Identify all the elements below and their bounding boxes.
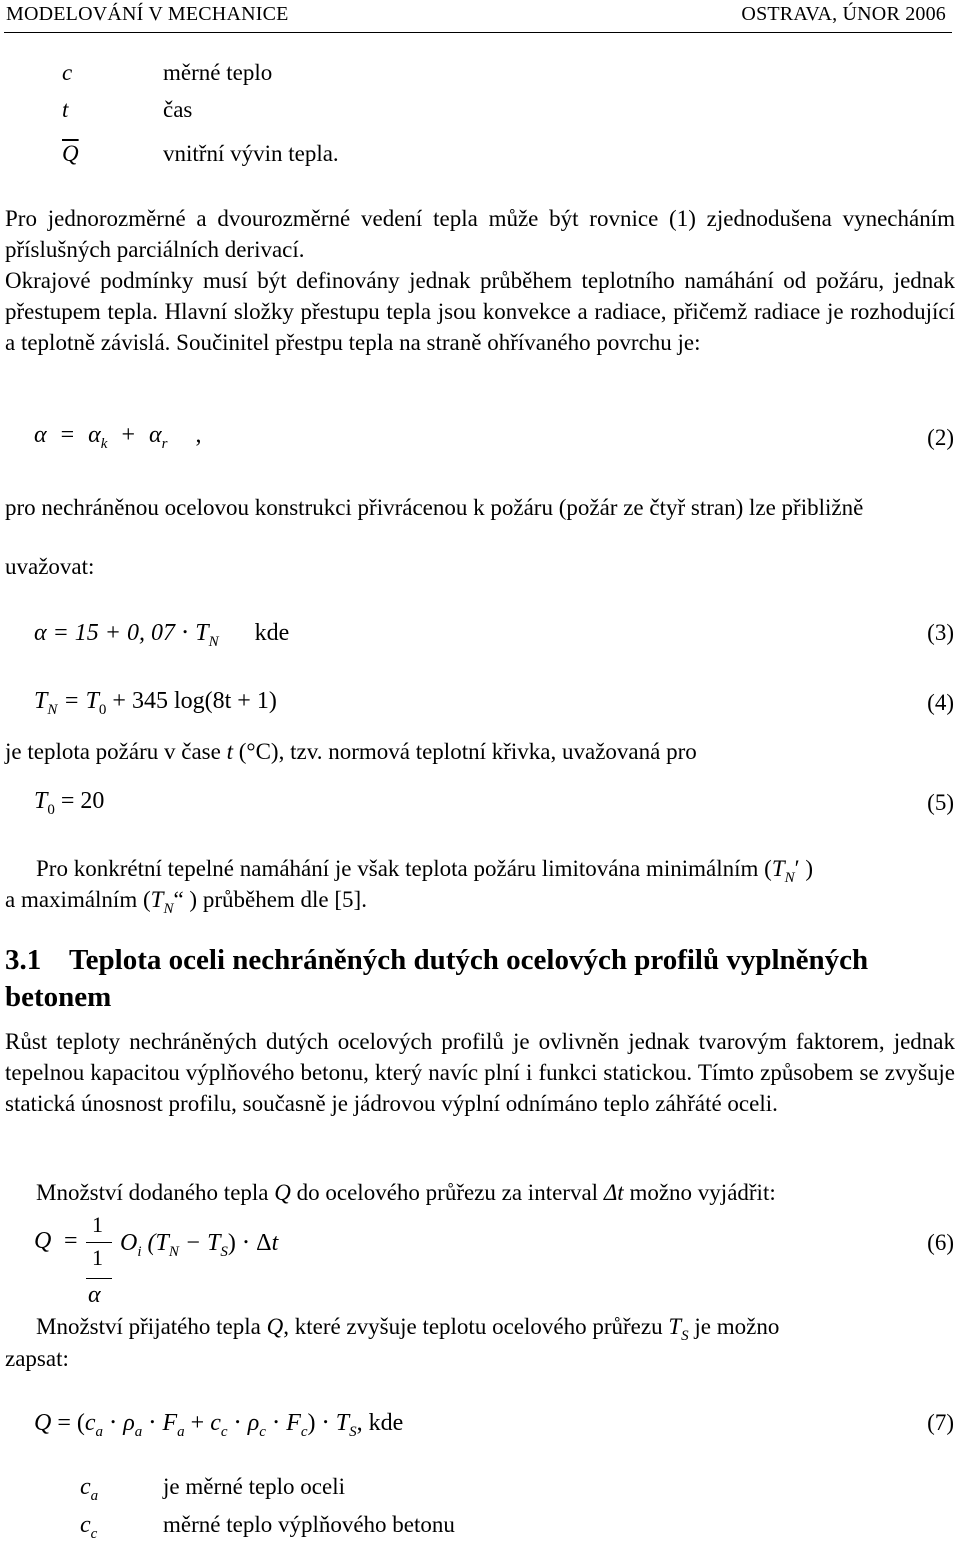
running-header-left: MODELOVÁNÍ V MECHANICE [6, 3, 289, 25]
paragraph-6: Růst teploty nechráněných dutých ocelových profilů je ovlivněn jednak tvarovým faktorem, jednak tepelnou kapacitou výplňového betonu, který navíc plní i funkci statickou. Tímto způsobem se zvyšuje statická únosnost profilu, současně je jádrovou výplní odnímáno teplo záhřáté oceli. [5, 1029, 955, 1116]
equation-7: $Q = (c_a \cdot \rho_a \cdot F_a + c_c \cdot \rho_c \cdot F_c) \cdot T_S$, kde [34, 1410, 404, 1440]
paragraph-3-end: uvažovat: [5, 554, 95, 579]
equation-3-number: (3) [927, 620, 954, 645]
paragraph-8-line-2: zapsat: [5, 1346, 69, 1371]
paragraph-5-line-1: Pro konkrétní tepelné namáhání je však teplota požáru limitována minimálním ($T_N'$ ) [36, 856, 814, 886]
paragraph-7: Množství dodaného tepla Q do ocelového průřezu za interval Δt možno vyjádřit: [36, 1180, 776, 1205]
def-cc-desc: měrné teplo výplňového betonu [163, 1512, 455, 1537]
symbol-t: t [62, 97, 69, 122]
paragraph-8-line-1: Množství přijatého tepla Q, které zvyšuje teplotu ocelového průřezu $T_S$ je možno [36, 1314, 780, 1344]
section-heading: 3.1 Teplota oceli nechráněných dutých ocelových profilů vyplněných betonem [5, 944, 869, 1013]
paragraph-1: Pro jednorozměrné a dvourozměrné vedení tepla může být rovnice (1) zjednodušena vynecháním příslušných parciálních derivací. [5, 206, 955, 262]
equation-4-number: (4) [927, 690, 954, 715]
paragraph-5-line-2: a maximálním ($T_N“$ ) průběhem dle [5]. [5, 887, 367, 917]
equation-7-number: (7) [927, 1410, 954, 1435]
header-rule [4, 32, 952, 33]
symbol-c-desc: měrné teplo [163, 60, 273, 85]
paragraph-4: je teplota požáru v čase t (°C), tzv. normová teplotní křivka, uvažovaná pro [5, 739, 697, 764]
equation-2: $\alpha = \alpha_k + \alpha_r$ , [34, 422, 202, 452]
running-header-right: OSTRAVA, ÚNOR 2006 [741, 3, 946, 25]
equation-2-number: (2) [927, 425, 954, 450]
def-ca-symbol: $c_a$ [80, 1474, 99, 1504]
equation-5-number: (5) [927, 790, 954, 815]
symbol-q: $\overline{Q}$ [62, 141, 79, 166]
paragraph-2: Okrajové podmínky musí být definovány jednak průběhem teplotního namáhání od požáru, jednak přestupem tepla. Hlavní složky přestupu tepla jsou konvekce a radiace, přičemž radiace je rozhodující a teplotně závislá. Součinitel přestpu tepla na straně ohřívaného povrchu je: [5, 268, 955, 355]
equation-5: $T_0 = 20$ [34, 788, 105, 818]
equation-3: α = 15 + 0, $07 \cdot T_N$ kde [34, 620, 290, 650]
equation-6-number: (6) [927, 1230, 954, 1255]
def-ca-desc: je měrné teplo oceli [163, 1474, 346, 1499]
paragraph-3: pro nechráněnou ocelovou konstrukci přivrácenou k požáru (požár ze čtyř stran) lze přibližně [5, 495, 864, 520]
symbol-q-desc: vnitřní vývin tepla. [163, 141, 339, 166]
symbol-t-desc: čas [163, 97, 193, 122]
equation-4: $T_N = T_0 + 345$ log(8t + 1) [34, 688, 277, 718]
def-cc-symbol: $c_c$ [80, 1512, 98, 1542]
symbol-c: c [62, 60, 73, 85]
